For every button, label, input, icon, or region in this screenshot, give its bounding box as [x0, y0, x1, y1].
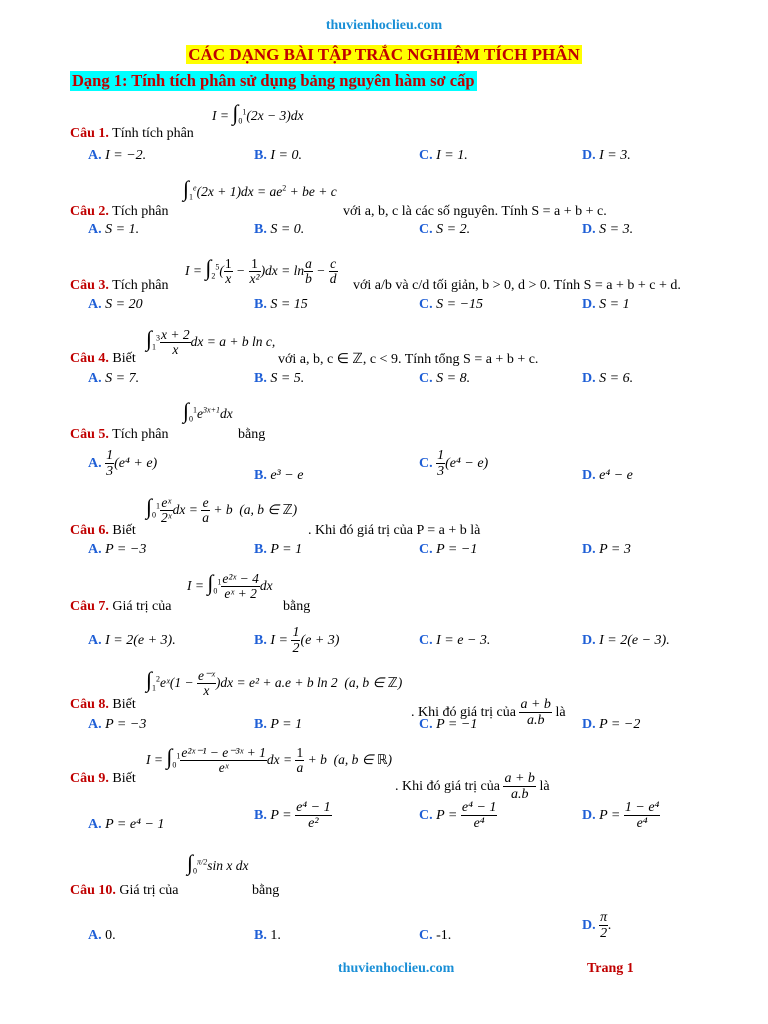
question-1: Câu 1. Tính tích phân [70, 126, 194, 141]
q8-option-d[interactable]: D. P = −2 [582, 717, 641, 732]
question-8-tail: . Khi đó giá trị của $\frac{a + b}{a.b}$ là [411, 697, 566, 729]
q10-option-d[interactable]: D. $\frac{\pi}{2}$ . [582, 910, 612, 942]
q7-option-a[interactable]: A. I = 2(e + 3). [88, 633, 176, 648]
q9-option-a[interactable]: A. P = e⁴ − 1 [88, 817, 165, 832]
q4-option-a[interactable]: A. S = 7. [88, 371, 140, 386]
question-6: Câu 6. Biết [70, 523, 136, 538]
page-number: Trang 1 [587, 961, 634, 976]
q10-option-b[interactable]: B. 1. [254, 928, 281, 943]
q3-option-b[interactable]: B. S = 15 [254, 297, 308, 312]
q6-option-d[interactable]: D. P = 3 [582, 542, 631, 557]
formula-4: $\int_1^3$ $\frac{x + 2}{x}$ dx = a + b ln c, [146, 326, 276, 358]
question-9-tail: . Khi đó giá trị của $\frac{a + b}{a.b}$ là [395, 771, 550, 803]
formula-9: $I = \int_0^1$ $\frac{\text{e²ˣ⁻¹ − e⁻³ˣ + 1}}{\text{eˣ}}$ dx = $\frac{1}{a}$ + b (a, b ∈ ℝ) [146, 744, 393, 776]
q2-option-a[interactable]: A. S = 1. [88, 222, 140, 237]
q9-option-c[interactable]: C. P = $\frac{\text{e⁴ − 1}}{\text{e⁴}}$ [419, 800, 497, 832]
q1-option-d[interactable]: D. I = 3. [582, 148, 631, 163]
q9-option-b[interactable]: B. P = $\frac{\text{e⁴ − 1}}{\text{e²}}$ [254, 800, 331, 832]
q1-option-a[interactable]: A. I = −2. [88, 148, 147, 163]
question-3: Câu 3. Tích phân [70, 278, 169, 293]
q3-option-a[interactable]: A. S = 20 [88, 297, 143, 312]
footer-site: thuvienhoclieu.com [338, 961, 455, 976]
q2-option-b[interactable]: B. S = 0. [254, 222, 305, 237]
q4-option-c[interactable]: C. S = 8. [419, 371, 471, 386]
question-10-tail: bằng [252, 883, 280, 898]
q4-option-d[interactable]: D. S = 6. [582, 371, 634, 386]
q5-option-d[interactable]: D. e⁴ − e [582, 468, 633, 483]
q5-option-c[interactable]: C. $\frac{1}{3}$ (e⁴ − e) [419, 448, 489, 480]
section-heading: Dạng 1: Tính tích phân sử dụng bảng nguyên hàm sơ cấp [72, 71, 475, 90]
q6-option-a[interactable]: A. P = −3 [88, 542, 147, 557]
q8-option-a[interactable]: A. P = −3 [88, 717, 147, 732]
q7-option-b[interactable]: B. I = $\frac{1}{2}$ (e + 3) [254, 625, 340, 657]
question-3-tail: với a/b và c/d tối giản, b > 0, d > 0. Tính S = a + b + c + d. [353, 278, 681, 293]
q1-option-b[interactable]: B. I = 0. [254, 148, 302, 163]
question-8: Câu 8. Biết [70, 697, 136, 712]
question-9: Câu 9. Biết [70, 771, 136, 786]
formula-5: $\int_0^1e^{3x+1}dx$ [183, 398, 233, 424]
formula-1: $I = \int_0^1(2x - 3)dx$ [212, 100, 304, 126]
q9-option-d[interactable]: D. P = $\frac{\text{1 − e⁴}}{\text{e⁴}}$ [582, 800, 660, 832]
page-title: CÁC DẠNG BÀI TẬP TRẮC NGHIỆM TÍCH PHÂN [188, 45, 580, 64]
q6-option-b[interactable]: B. P = 1 [254, 542, 303, 557]
q2-option-d[interactable]: D. S = 3. [582, 222, 634, 237]
question-7: Câu 7. Giá trị của [70, 599, 172, 614]
q6-option-c[interactable]: C. P = −1 [419, 542, 478, 557]
question-4: Câu 4. Biết [70, 351, 136, 366]
q3-option-d[interactable]: D. S = 1 [582, 297, 630, 312]
q7-option-d[interactable]: D. I = 2(e − 3). [582, 633, 670, 648]
formula-7: $I = \int_0^1$ $\frac{\text{e²ˣ − 4}}{\text{eˣ + 2}}$ dx [187, 570, 273, 602]
q5-option-a[interactable]: A. $\frac{1}{3}$ (e⁴ + e) [88, 448, 158, 480]
question-10: Câu 10. Giá trị của [70, 883, 179, 898]
q10-option-c[interactable]: C. -1. [419, 928, 452, 943]
formula-8: $\int_1^2eˣ(1$ − $\frac{\text{e⁻ˣ}}{x}$ )dx = e² + a.e + b ln 2 (a, b ∈ ℤ) [146, 667, 403, 699]
formula-2: $\int_1^e(2x + 1)dx = ae^2$ + be + c [183, 176, 337, 202]
q10-option-a[interactable]: A. 0. [88, 928, 116, 943]
q5-option-b[interactable]: B. e³ − e [254, 468, 304, 483]
q3-option-c[interactable]: C. S = −15 [419, 297, 484, 312]
question-7-tail: bằng [283, 599, 311, 614]
question-5: Câu 5. Tích phân [70, 427, 169, 442]
formula-3: $I = \int_2^5$( $\frac{1}{x}$ − $\frac{1}{\text{x²}}$ )dx = ln $\frac{a}{b}$ − $\frac{c}{d}$ [185, 255, 337, 287]
q1-option-c[interactable]: C. I = 1. [419, 148, 468, 163]
question-2: Câu 2. Tích phân [70, 204, 169, 219]
question-2-tail: với a, b, c là các số nguyên. Tính S = a + b + c. [343, 204, 607, 219]
question-6-tail: . Khi đó giá trị của P = a + b là [308, 523, 481, 538]
header-site: thuvienhoclieu.com [325, 18, 443, 33]
question-4-tail: với a, b, c ∈ ℤ, c < 9. Tính tổng S = a + b + c. [278, 352, 539, 367]
formula-10: $\int_0^{\pi/2}\sin$ x dx [187, 850, 249, 876]
formula-6: $\int_0^1$ $\frac{\text{eˣ}}{\text{2ˣ}}$ dx = $\frac{e}{a}$ + b (a, b ∈ ℤ) [146, 494, 298, 526]
q8-option-b[interactable]: B. P = 1 [254, 717, 303, 732]
q7-option-c[interactable]: C. I = e − 3. [419, 633, 491, 648]
q2-option-c[interactable]: C. S = 2. [419, 222, 471, 237]
question-5-tail: bằng [238, 427, 266, 442]
q4-option-b[interactable]: B. S = 5. [254, 371, 305, 386]
q8-option-c[interactable]: C. P = −1 [419, 717, 478, 732]
